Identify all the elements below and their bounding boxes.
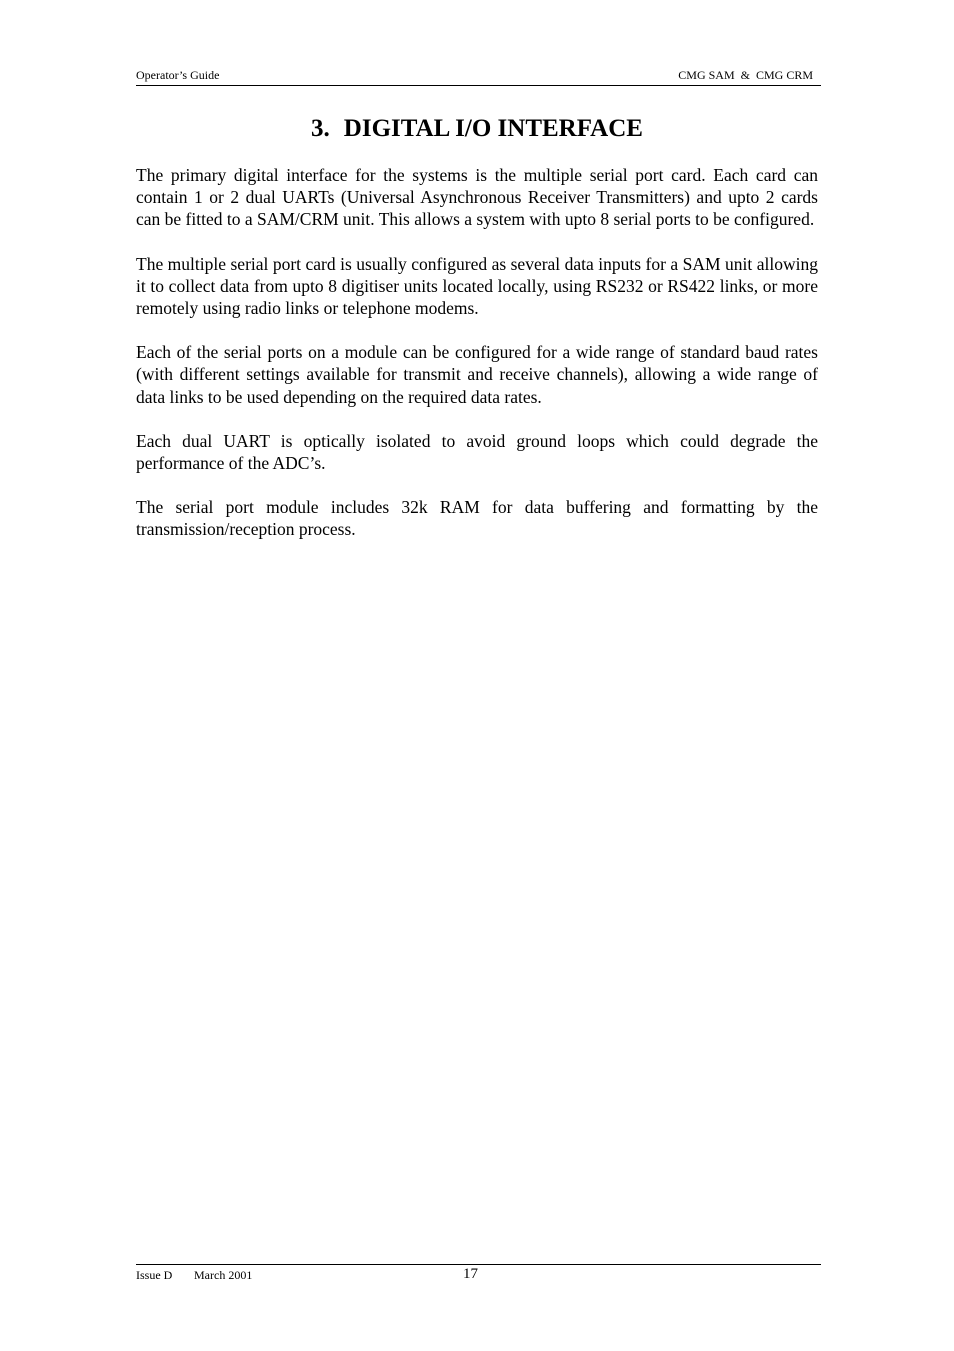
section-number: 3.: [311, 115, 330, 142]
paragraph: The primary digital interface for the systems is the multiple serial port card. Each card can contain 1 or 2 dual UARTs (Universal Asynchronous Receiver Transmitters) and upto 2 cards can be fitted to a SAM/CRM unit. This allows a system with upto 8 serial ports to be configured.: [136, 165, 818, 230]
section-heading: [136, 113, 818, 145]
paragraph: The serial port module includes 32k RAM for data buffering and formatting by the transmission/reception process.: [136, 497, 818, 540]
issue-label: Issue D: [136, 1268, 173, 1282]
document-title: Operator’s Guide: [136, 68, 220, 82]
page-number: 17: [463, 1266, 478, 1282]
paragraph: Each of the serial ports on a module can be configured for a wide range of standard baud rates (with different settings available for transmit and receive channels), allowing a wide range of data links to be used depending on the required data rates.: [136, 342, 818, 407]
paragraph: The multiple serial port card is usually configured as several data inputs for a SAM unit allowing it to collect data from upto 8 digitiser units located locally, using RS232 or RS422 links, or more remotely using radio links or telephone modems.: [136, 253, 818, 319]
issue-date: March 2001: [194, 1268, 253, 1282]
section-title: DIGITAL I/O INTERFACE: [343, 115, 643, 142]
body-text: [136, 164, 818, 563]
product-name: CMG SAM & CMG CRM: [678, 68, 813, 82]
page-header: [136, 66, 821, 86]
page-footer: [136, 1264, 821, 1287]
paragraph: Each dual UART is optically isolated to avoid ground loops which could degrade the performance of the ADC’s.: [136, 430, 818, 474]
